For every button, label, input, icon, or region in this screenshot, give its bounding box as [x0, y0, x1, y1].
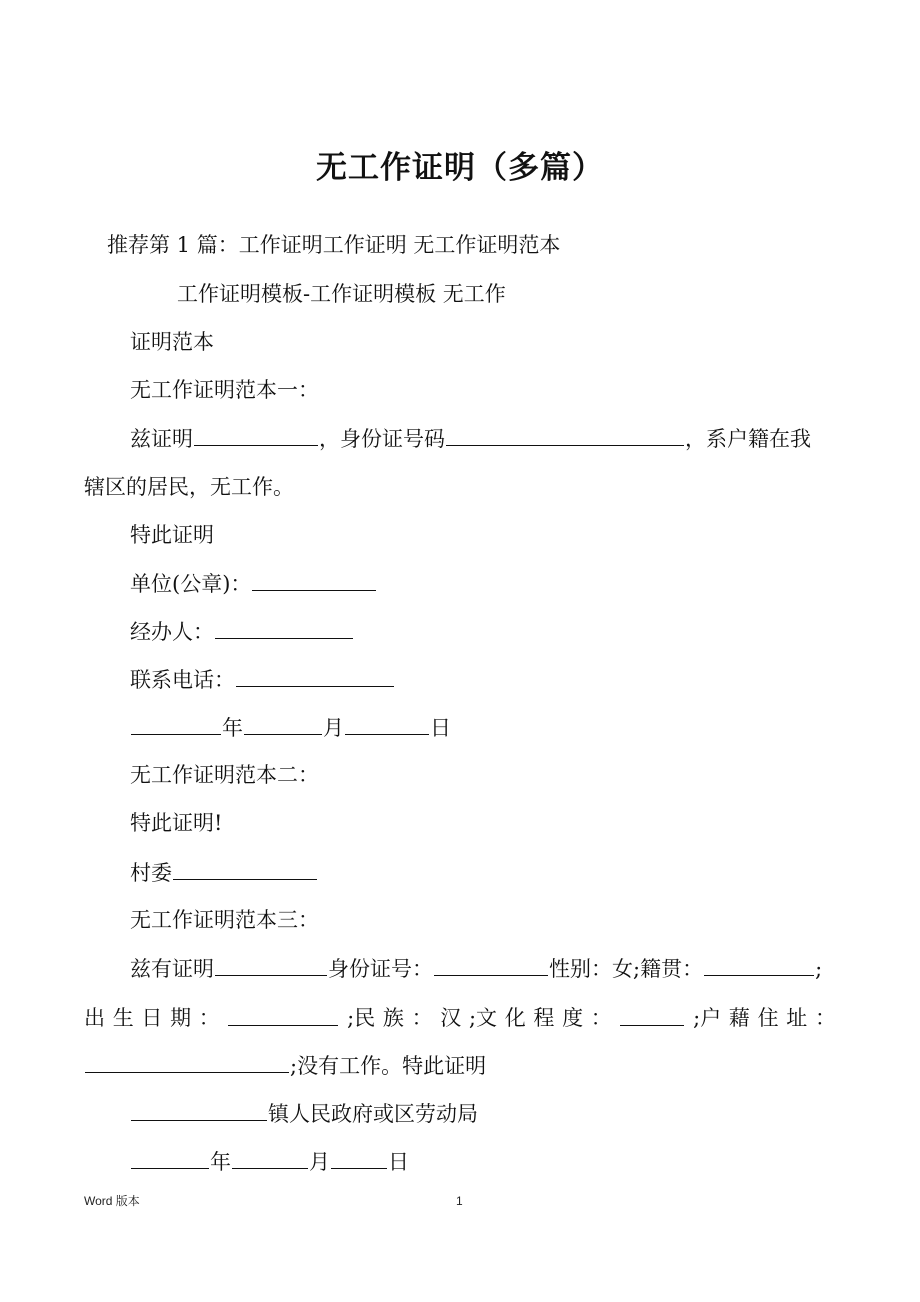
date-line-2: [130, 1146, 409, 1177]
hereby-certify-2: 特此证明!: [130, 811, 223, 835]
year-label: 年: [222, 716, 243, 740]
birth-details-char: ：: [411, 1006, 433, 1030]
unit-seal-label: 单位(公章)：: [130, 572, 252, 596]
id-number-blank: [434, 953, 548, 976]
date-line-1: [130, 712, 451, 743]
id-number-label: 身份证号：: [328, 957, 433, 981]
unit-seal-blank: [252, 568, 376, 591]
id-label: ，身份证号码: [319, 427, 445, 451]
month-blank: [244, 712, 322, 735]
birth-details-char: 址: [786, 1006, 808, 1030]
birth-details-char: 族: [382, 1006, 404, 1030]
proof-label: 兹有证明: [130, 957, 214, 981]
birth-details-char: 生: [112, 1006, 134, 1030]
name-blank: [194, 423, 318, 446]
birth-details-char: 期: [170, 1006, 192, 1030]
year-label-2: 年: [210, 1150, 231, 1174]
page-number: 1: [456, 1194, 463, 1208]
birth-details-char: ;文: [468, 1006, 498, 1030]
gender-origin-label: 性别：女;籍贯：: [549, 957, 704, 981]
birth-details-char: 出: [84, 1006, 105, 1030]
village-committee-label: 村委: [130, 861, 172, 885]
template-line: 工作证明模板-工作证明模板 无工作: [177, 282, 506, 306]
birth-details-char: 藉: [728, 1006, 750, 1030]
section-heading-1: 无工作证明范本一：: [130, 378, 319, 402]
section-heading-3: 无工作证明范本三：: [130, 908, 319, 932]
birth-details-char: 化: [504, 1006, 526, 1030]
day-label: 日: [430, 716, 451, 740]
month-blank-2: [232, 1146, 308, 1169]
month-label-2: 月: [309, 1150, 330, 1174]
birth-details-char: ：: [814, 1006, 836, 1030]
hereby-certify: 特此证明: [130, 523, 214, 547]
recommend-line: 推荐第 1 篇：工作证明工作证明 无工作证明范本: [107, 233, 561, 257]
handler-line: [130, 616, 354, 647]
footer-version: Word 版本: [84, 1194, 140, 1208]
id-blank: [446, 423, 684, 446]
town-blank: [131, 1098, 267, 1121]
address-line: [84, 1050, 486, 1081]
handler-label: 经办人：: [130, 620, 214, 644]
birth-details-char: 住: [757, 1006, 779, 1030]
birth-details-char: 汉: [440, 1006, 462, 1030]
village-committee-line: [130, 857, 318, 888]
no-work-text: ;没有工作。特此证明: [290, 1054, 487, 1078]
phone-label: 联系电话：: [130, 668, 235, 692]
section-heading-2: 无工作证明范本二：: [130, 763, 319, 787]
village-committee-blank: [173, 857, 317, 880]
certify-text: 兹证明: [130, 427, 193, 451]
birth-details-char: ：: [590, 1006, 612, 1030]
year-blank: [131, 712, 221, 735]
unit-seal-line: [130, 568, 377, 599]
day-blank-2: [331, 1146, 387, 1169]
phone-blank: [236, 664, 394, 687]
address-blank: [85, 1050, 289, 1073]
birth-details-char: ;民: [347, 1006, 376, 1030]
day-label-2: 日: [388, 1150, 409, 1174]
birth-details-char: 程: [533, 1006, 555, 1030]
details-line: [130, 953, 822, 984]
birth-details-char: 度: [562, 1006, 584, 1030]
birth-date-blank: [228, 1003, 338, 1026]
proof-name-blank: [215, 953, 327, 976]
template-line-cont: 证明范本: [130, 330, 214, 354]
birth-details-char: 日: [141, 1006, 163, 1030]
document-title: 无工作证明（多篇）: [316, 150, 604, 186]
phone-line: [130, 664, 395, 695]
resident-line: 辖区的居民，无工作。: [84, 475, 294, 499]
birth-details-line: [84, 1003, 836, 1033]
month-label: 月: [323, 716, 344, 740]
government-line: [130, 1098, 478, 1129]
government-label: 镇人民政府或区劳动局: [268, 1102, 478, 1126]
handler-blank: [215, 616, 353, 639]
day-blank: [345, 712, 429, 735]
origin-blank: [704, 953, 814, 976]
year-blank-2: [131, 1146, 209, 1169]
semicolon: ;: [815, 957, 823, 981]
household-text: ，系户籍在我: [685, 427, 811, 451]
birth-details-char: ;户: [693, 1006, 722, 1030]
birth-details-char: ：: [198, 1006, 220, 1030]
education-blank: [620, 1003, 684, 1026]
certify-line: [130, 423, 811, 454]
